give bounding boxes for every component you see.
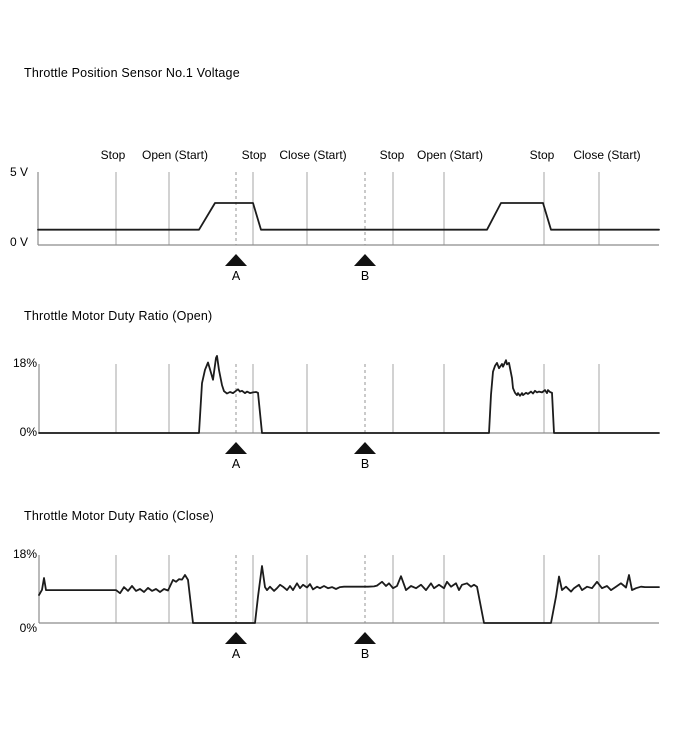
phase-label-5-open-start: Open (Start)	[416, 148, 484, 162]
cursor-marker-b-icon	[354, 442, 376, 454]
waveform-1	[39, 356, 659, 433]
waveform-2	[39, 566, 659, 623]
y-axis-label-0v: 0 V	[9, 235, 28, 249]
cursor-label-b: B	[360, 647, 370, 661]
phase-label-1-open-start: Open (Start)	[141, 148, 209, 162]
phase-label-4-stop: Stop	[379, 148, 405, 162]
y-axis-label-18pct-close: 18%	[12, 547, 37, 561]
cursor-label-a: A	[231, 457, 241, 471]
phase-label-3-close-start: Close (Start)	[279, 148, 347, 162]
phase-label-2-stop: Stop	[241, 148, 267, 162]
phase-label-6-stop: Stop	[529, 148, 555, 162]
cursor-label-b: B	[360, 269, 370, 283]
cursor-marker-a-icon	[225, 442, 247, 454]
y-axis-label-18pct-open: 18%	[12, 356, 37, 370]
y-axis-label-0pct-open: 0%	[19, 425, 37, 439]
waveform-0	[38, 203, 659, 230]
chart-title-duty-close: Throttle Motor Duty Ratio (Close)	[24, 509, 214, 523]
y-axis-label-0pct-close: 0%	[19, 621, 37, 635]
chart-title-duty-open: Throttle Motor Duty Ratio (Open)	[24, 309, 213, 323]
chart-title-tps-voltage: Throttle Position Sensor No.1 Voltage	[24, 66, 240, 80]
phase-label-7-close-start: Close (Start)	[573, 148, 641, 162]
cursor-marker-a-icon	[225, 254, 247, 266]
cursor-label-b: B	[360, 457, 370, 471]
cursor-label-a: A	[231, 647, 241, 661]
cursor-marker-b-icon	[354, 632, 376, 644]
cursor-marker-a-icon	[225, 632, 247, 644]
y-axis-label-5v: 5 V	[9, 165, 28, 179]
phase-label-0-stop: Stop	[100, 148, 126, 162]
cursor-marker-b-icon	[354, 254, 376, 266]
cursor-label-a: A	[231, 269, 241, 283]
